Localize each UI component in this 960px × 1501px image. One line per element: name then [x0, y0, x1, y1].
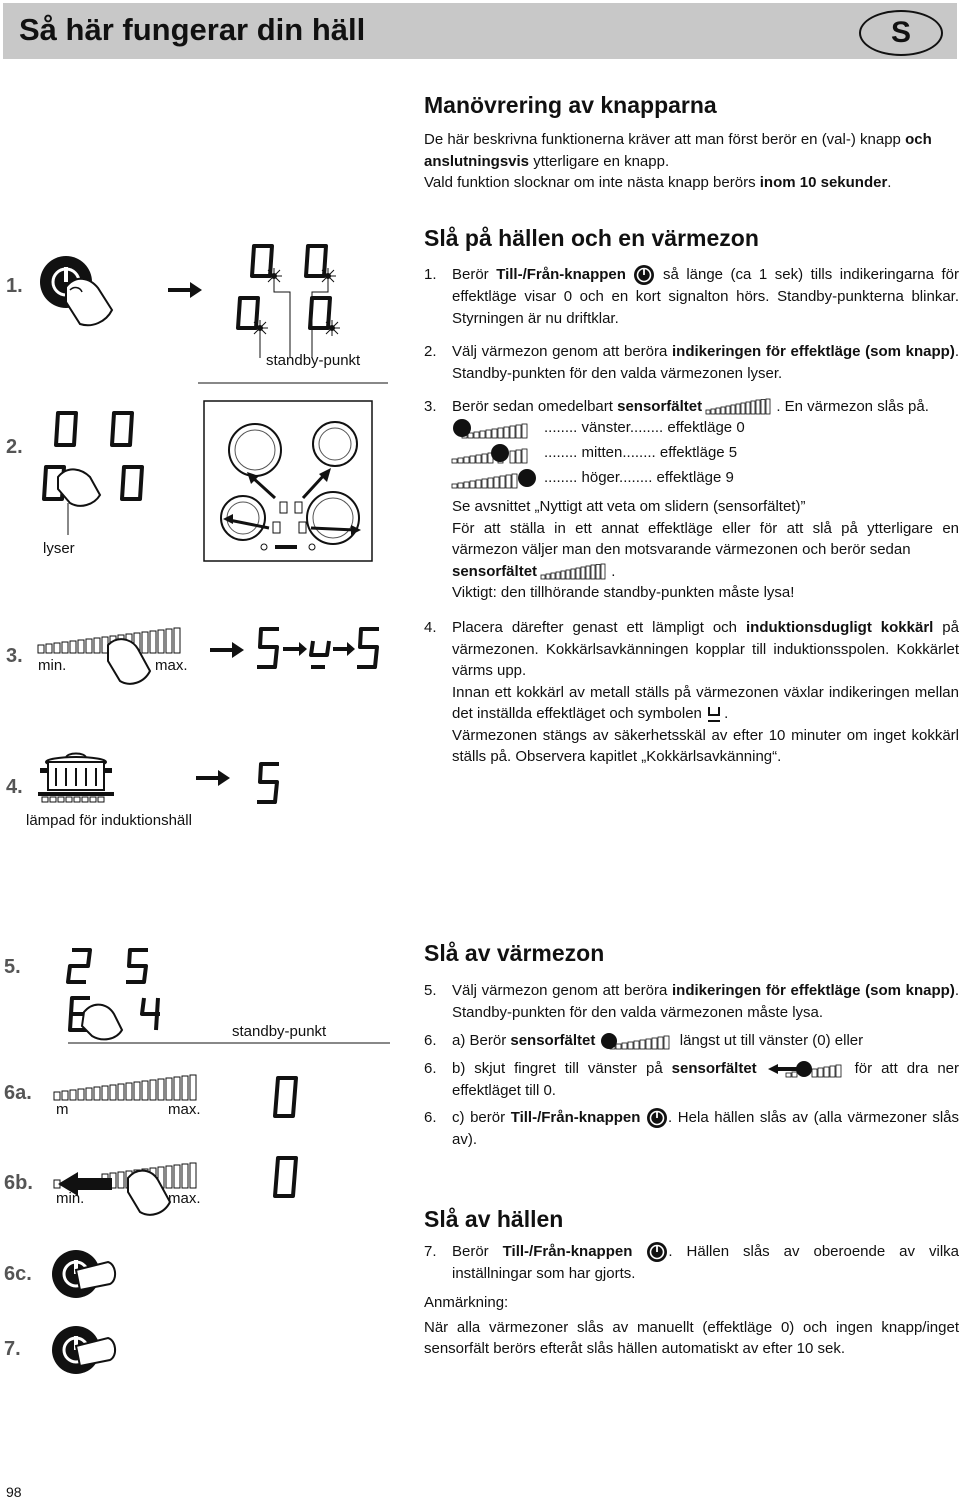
step-3-notes: Se avsnittet „Nyttigt att veta om slidern (sensorfältet)” För att ställa in ett annat effektläge eller för att slå på ytterligare en värmezon väljer man den motsvarande värmezonen och berör sedan sensorfältet . Viktigt: den tillhörande standby-punkten måste lysa!	[452, 498, 959, 601]
finger-power-button-7	[50, 1322, 120, 1382]
step-3-text: 3. Berör sedan omedelbart sensorfältet . En värmezon slås på.	[424, 398, 929, 415]
min-label-3: min.	[38, 657, 67, 674]
display-step6a	[270, 1074, 300, 1120]
figure-step-7: 7.	[4, 1338, 21, 1360]
divider-line	[198, 382, 388, 384]
intro-text: De här beskrivna funktionerna kräver att man först berör en (val-) knapp och anslutningsvis ytterligare en knapp. Vald funktion slocknar om inte nästa knapp berörs inom 10 sekunder.	[424, 131, 932, 191]
hob-panel-diagram	[203, 400, 373, 562]
max-label-3: max.	[155, 657, 188, 674]
page-number: 98	[6, 1484, 22, 1500]
power-icon	[646, 1241, 668, 1263]
figure-step-2: 2.	[6, 436, 23, 458]
figure-step-3: 3.	[6, 645, 23, 667]
standby-label-1: standby-punkt	[266, 352, 361, 369]
max-label-6b: max.	[168, 1190, 201, 1207]
display-grid-step1	[232, 238, 352, 358]
step-6b-text: 6. b) skjut fingret till vänster på sensorfältet för att dra ner effektläget till 0.	[424, 1060, 960, 1099]
lyser-label: lyser	[43, 540, 75, 557]
m-label-6a: m	[56, 1101, 69, 1118]
section-hob-off-heading: Slå av hällen	[424, 1206, 564, 1232]
display-grid-step2	[38, 405, 148, 515]
pan-symbol-icon	[706, 704, 724, 724]
step-7-text: 7. Berör Till-/Från-knappen . Hällen slås av oberoende av vilka inställningar som har gjorts.	[424, 1243, 959, 1283]
finger-power-button-6c	[50, 1246, 120, 1306]
intro-heading: Manövrering av knapparna	[424, 92, 717, 118]
display-grid-step5	[62, 942, 172, 1042]
sensor-slide-left-icon	[766, 1060, 846, 1078]
step-6a-text: 6. a) Berör sensorfältet längst ut till vänster (0) eller	[424, 1032, 864, 1049]
slider-examples-icons	[452, 418, 542, 493]
pot-on-induction-icon	[38, 748, 116, 808]
figure-step-1: 1.	[6, 275, 23, 297]
power-icon	[633, 264, 655, 286]
figure-step-5: 5.	[4, 956, 21, 978]
language-badge: S	[859, 10, 943, 56]
figure-step-4: 4.	[6, 776, 23, 798]
page-header	[3, 3, 957, 59]
page-title: Så här fungerar din häll	[19, 12, 366, 47]
arrow-right-icon	[210, 642, 244, 658]
sensor-field-icon	[706, 399, 776, 415]
section-zone-off-heading: Slå av värmezon	[424, 940, 605, 966]
step-4-text: 4. Placera därefter genast ett lämpligt och induktionsdugligt kokkärl på värmezonen. Kokkärlsavkänningen kopplar till induktionsspolen. Kokkärlet värms upp. Innan ett kokkärl av metall ställs på värmezonen växlar indikeringen mellan det inställda effektläget och symbolen . Värmezonen stängs av säkerhetsskäl av efter 10 minuter om inget kokkärl ställs på. Observera kapitlet „Kokkärlsavkänning“.	[424, 619, 959, 765]
display-step4	[255, 760, 285, 806]
standby-label-2: standby-punkt	[232, 1023, 327, 1040]
min-label-6b: min.	[56, 1190, 85, 1207]
step-5-text: 5. Välj värmezon genom att beröra indikeringen för effektläge (som knapp). Standby-punkten för den valda värmezonen måste lysa.	[424, 982, 959, 1021]
slider-examples-text: ........ vänster........ effektläge 0 ........ mitten........ effektläge 5 ........ höger........ effektläge 9	[544, 419, 745, 486]
sensor-left-icon	[600, 1032, 676, 1050]
arrow-right-icon	[196, 770, 230, 786]
step-6c-text: 6. c) berör Till-/Från-knappen . Hela hällen slås av (alla värmezoner slås av).	[424, 1109, 959, 1149]
step-1-text: 1. Berör Till-/Från-knappen så länge (ca 1 sek) tills indikeringarna för effektläge visar 0 och en kort signalton hörs. Standby-punkterna blinkar. Styrningen är nu driftklar.	[424, 266, 959, 327]
induction-label: lämpad för induktionshäll	[26, 812, 192, 829]
section-on-heading: Slå på hällen och en värmezon	[424, 225, 759, 251]
arrow-right-icon	[168, 282, 202, 298]
display-sequence-step3	[255, 625, 385, 675]
max-label-6a: max.	[168, 1101, 201, 1118]
note: Anmärkning: När alla värmezoner slås av manuellt (effektläge 0) och ingen knapp/inget sensorfält berörs efteråt slås hällen automatiskt av efter 10 sek.	[424, 1294, 959, 1357]
step-2-text: 2. Välj värmezon genom att beröra indikeringen för effektläge (som knapp). Standby-punkten för den valda värmezonen lyser.	[424, 343, 959, 382]
figure-step-6a: 6a.	[4, 1082, 32, 1104]
power-icon	[646, 1107, 668, 1129]
sensor-field-icon-2	[541, 564, 611, 580]
display-step6b	[270, 1154, 300, 1200]
finger-power-button-1	[36, 252, 116, 332]
figure-step-6c: 6c.	[4, 1263, 32, 1285]
divider-line-2	[68, 1042, 390, 1044]
figure-step-6b: 6b.	[4, 1172, 33, 1194]
